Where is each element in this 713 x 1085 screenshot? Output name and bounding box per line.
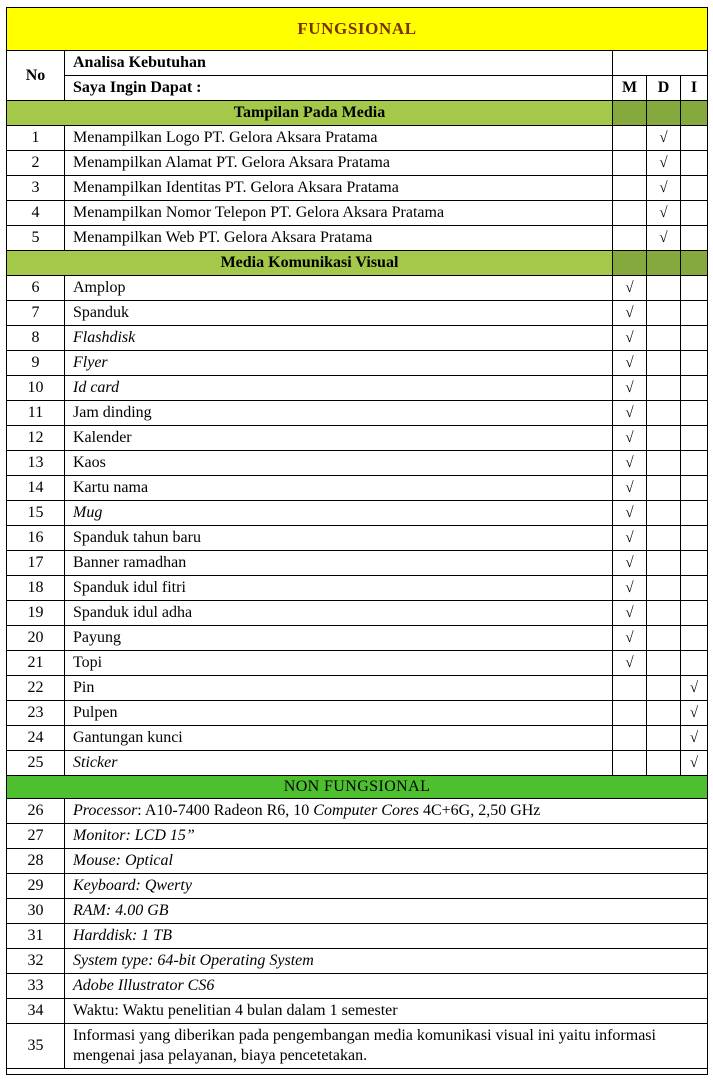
check-cell-i [681,626,708,651]
check-cell-d [647,401,681,426]
check-cell-d [647,501,681,526]
check-cell-d [647,326,681,351]
description-text: Processor [73,802,138,819]
check-cell-i: √ [681,676,708,701]
row-number-cell: 6 [7,276,65,301]
check-cell-m [613,201,647,226]
description-cell: Spanduk [65,301,613,326]
description-cell [65,824,708,849]
table-row [7,799,708,824]
row-number-cell: 16 [7,526,65,551]
check-cell-d: √ [647,151,681,176]
description-text: System type: 64-bit Operating System [73,952,314,969]
description-text: : A10-7400 Radeon R6, 10 [137,802,314,819]
description-cell: Spanduk idul adha [65,601,613,626]
table-row [7,326,708,351]
description-cell: Id card [65,376,613,401]
check-cell-m: √ [613,451,647,476]
table-row [7,899,708,924]
row-number-cell: 12 [7,426,65,451]
check-cell-d [647,601,681,626]
table-row [7,701,708,726]
table-row [7,276,708,301]
description-cell: Pin [65,676,613,701]
section-mdi-cell-i [681,101,708,126]
check-cell-i [681,151,708,176]
description-text: 4C+6G, 2,50 GHz [418,802,541,819]
col-header-analisa: Analisa Kebutuhan [65,51,613,76]
check-cell-m: √ [613,626,647,651]
check-cell-i [681,176,708,201]
row-number-cell: 15 [7,501,65,526]
check-cell-d [647,426,681,451]
table-row [7,824,708,849]
section-header: Media Komunikasi Visual [7,251,613,276]
description-text: Monitor: LCD 15” [73,827,195,844]
check-cell-d [647,726,681,751]
check-cell-i [681,601,708,626]
description-cell: Menampilkan Nomor Telepon PT. Gelora Aksara Pratama [65,201,613,226]
check-cell-d: √ [647,126,681,151]
description-cell: Menampilkan Logo PT. Gelora Aksara Pratama [65,126,613,151]
table-row [7,651,708,676]
col-header-saya: Saya Ingin Dapat : [65,76,613,101]
row-number-cell: 35 [7,1024,65,1069]
check-cell-i [681,551,708,576]
table-title: FUNGSIONAL [7,8,708,51]
row-number-cell: 2 [7,151,65,176]
table-row [7,726,708,751]
check-cell-i [681,476,708,501]
col-header-d: D [647,76,681,101]
check-cell-m: √ [613,651,647,676]
description-cell: Menampilkan Web PT. Gelora Aksara Pratama [65,226,613,251]
section-row [7,251,708,276]
check-cell-m: √ [613,601,647,626]
table-row [7,476,708,501]
description-cell [65,974,708,999]
row-number-cell: 18 [7,576,65,601]
check-cell-d: √ [647,201,681,226]
check-cell-i [681,351,708,376]
row-number-cell: 33 [7,974,65,999]
table-row [7,351,708,376]
check-cell-d [647,476,681,501]
description-cell [65,924,708,949]
table-row [7,974,708,999]
check-cell-m: √ [613,351,647,376]
row-number-cell: 11 [7,401,65,426]
description-cell: Spanduk tahun baru [65,526,613,551]
row-number-cell: 27 [7,824,65,849]
section-mdi-cell-m [613,101,647,126]
check-cell-m [613,751,647,776]
check-cell-d [647,526,681,551]
row-number-cell: 24 [7,726,65,751]
check-cell-i [681,376,708,401]
check-cell-i [681,276,708,301]
check-cell-d [647,651,681,676]
check-cell-d [647,676,681,701]
description-text: Keyboard: Qwerty [73,877,192,894]
check-cell-m [613,226,647,251]
row-number-cell: 19 [7,601,65,626]
section-mdi-cell-d [647,101,681,126]
check-cell-m: √ [613,326,647,351]
row-number-cell: 14 [7,476,65,501]
check-cell-i: √ [681,701,708,726]
check-cell-i [681,651,708,676]
check-cell-i [681,201,708,226]
check-cell-m [613,126,647,151]
description-text: Waktu: Waktu penelitian 4 bulan dalam 1 semester [73,1002,398,1019]
nonfunctional-header: NON FUNGSIONAL [7,776,708,799]
section-mdi-cell-d [647,251,681,276]
description-cell: Banner ramadhan [65,551,613,576]
row-number-cell: 8 [7,326,65,351]
row-number-cell: 20 [7,626,65,651]
section-mdi-cell-i [681,251,708,276]
table-row [7,999,708,1024]
description-text: Adobe Illustrator CS6 [73,977,215,994]
check-cell-m [613,676,647,701]
table-row [7,551,708,576]
col-header-no: No [7,51,65,101]
row-number-cell: 32 [7,949,65,974]
check-cell-d [647,626,681,651]
description-cell: Gantungan kunci [65,726,613,751]
section-row [7,101,708,126]
check-cell-i [681,226,708,251]
row-number-cell: 23 [7,701,65,726]
description-cell [65,949,708,974]
header-row-1 [7,51,708,76]
row-number-cell: 10 [7,376,65,401]
col-header-m: M [613,76,647,101]
table-row [7,176,708,201]
check-cell-i [681,426,708,451]
row-number-cell: 4 [7,201,65,226]
table-row [7,526,708,551]
check-cell-d [647,551,681,576]
row-number-cell: 1 [7,126,65,151]
description-cell [65,849,708,874]
row-number-cell: 26 [7,799,65,824]
description-cell [65,1024,708,1069]
check-cell-m: √ [613,401,647,426]
check-cell-d [647,576,681,601]
description-cell: Topi [65,651,613,676]
row-number-cell: 34 [7,999,65,1024]
check-cell-m [613,726,647,751]
header-row-2 [7,76,708,101]
requirements-table [6,7,708,1075]
table-row [7,676,708,701]
check-cell-m [613,176,647,201]
table-row [7,924,708,949]
table-row [7,426,708,451]
description-cell: Flyer [65,351,613,376]
table-row [7,126,708,151]
description-cell: Kartu nama [65,476,613,501]
row-number-cell: 25 [7,751,65,776]
check-cell-m: √ [613,501,647,526]
check-cell-d [647,351,681,376]
check-cell-m [613,151,647,176]
check-cell-i [681,576,708,601]
check-cell-d [647,376,681,401]
description-cell: Kalender [65,426,613,451]
description-cell: Sticker [65,751,613,776]
description-cell: Jam dinding [65,401,613,426]
description-cell: Spanduk idul fitri [65,576,613,601]
table-row [7,151,708,176]
description-text: Harddisk: 1 TB [73,927,172,944]
table-row [7,376,708,401]
check-cell-m: √ [613,426,647,451]
table-row [7,751,708,776]
row-number-cell: 30 [7,899,65,924]
nonfunctional-header-row [7,776,708,799]
check-cell-d [647,301,681,326]
check-cell-m: √ [613,301,647,326]
check-cell-m: √ [613,376,647,401]
check-cell-i [681,501,708,526]
table-row [7,849,708,874]
table-row [7,201,708,226]
table-row [7,226,708,251]
description-cell: Kaos [65,451,613,476]
check-cell-m: √ [613,576,647,601]
bottom-empty-row [7,1069,708,1075]
table-row [7,626,708,651]
row-number-cell: 31 [7,924,65,949]
check-cell-m [613,701,647,726]
check-cell-m: √ [613,551,647,576]
row-number-cell: 7 [7,301,65,326]
title-row [7,8,708,51]
check-cell-i: √ [681,751,708,776]
section-mdi-cell-m [613,251,647,276]
check-cell-d [647,276,681,301]
check-cell-i [681,451,708,476]
section-header: Tampilan Pada Media [7,101,613,126]
description-cell [65,874,708,899]
table-row [7,601,708,626]
check-cell-d: √ [647,176,681,201]
check-cell-i: √ [681,726,708,751]
table-row [7,874,708,899]
description-cell: Menampilkan Alamat PT. Gelora Aksara Pratama [65,151,613,176]
table-row [7,401,708,426]
check-cell-m: √ [613,526,647,551]
description-cell: Menampilkan Identitas PT. Gelora Aksara Pratama [65,176,613,201]
description-cell [65,899,708,924]
description-text: Computer Cores [313,802,419,819]
col-header-i: I [681,76,708,101]
check-cell-d [647,701,681,726]
check-cell-d: √ [647,226,681,251]
description-cell [65,799,708,824]
row-number-cell: 5 [7,226,65,251]
check-cell-d [647,751,681,776]
header-empty-cell [613,51,708,76]
check-cell-i [681,526,708,551]
description-text: Mouse: Optical [73,852,173,869]
description-text: Informasi yang diberikan pada pengembangan media komunikasi visual ini yaitu informasi mengenai jasa pelayanan, biaya pencetetakan. [73,1027,656,1064]
description-cell [65,999,708,1024]
row-number-cell: 9 [7,351,65,376]
row-number-cell: 28 [7,849,65,874]
check-cell-i [681,301,708,326]
description-text: RAM: 4.00 GB [73,902,169,919]
description-cell: Mug [65,501,613,526]
table-row [7,576,708,601]
check-cell-i [681,401,708,426]
description-cell: Flashdisk [65,326,613,351]
row-number-cell: 29 [7,874,65,899]
table-row [7,501,708,526]
row-number-cell: 13 [7,451,65,476]
check-cell-i [681,126,708,151]
row-number-cell: 21 [7,651,65,676]
row-number-cell: 22 [7,676,65,701]
table-row [7,301,708,326]
bottom-empty-cell [7,1069,708,1075]
table-row [7,1024,708,1069]
description-cell: Pulpen [65,701,613,726]
row-number-cell: 3 [7,176,65,201]
table-row [7,451,708,476]
table-row [7,949,708,974]
description-cell: Payung [65,626,613,651]
row-number-cell: 17 [7,551,65,576]
description-cell: Amplop [65,276,613,301]
check-cell-d [647,451,681,476]
check-cell-i [681,326,708,351]
check-cell-m: √ [613,476,647,501]
check-cell-m: √ [613,276,647,301]
